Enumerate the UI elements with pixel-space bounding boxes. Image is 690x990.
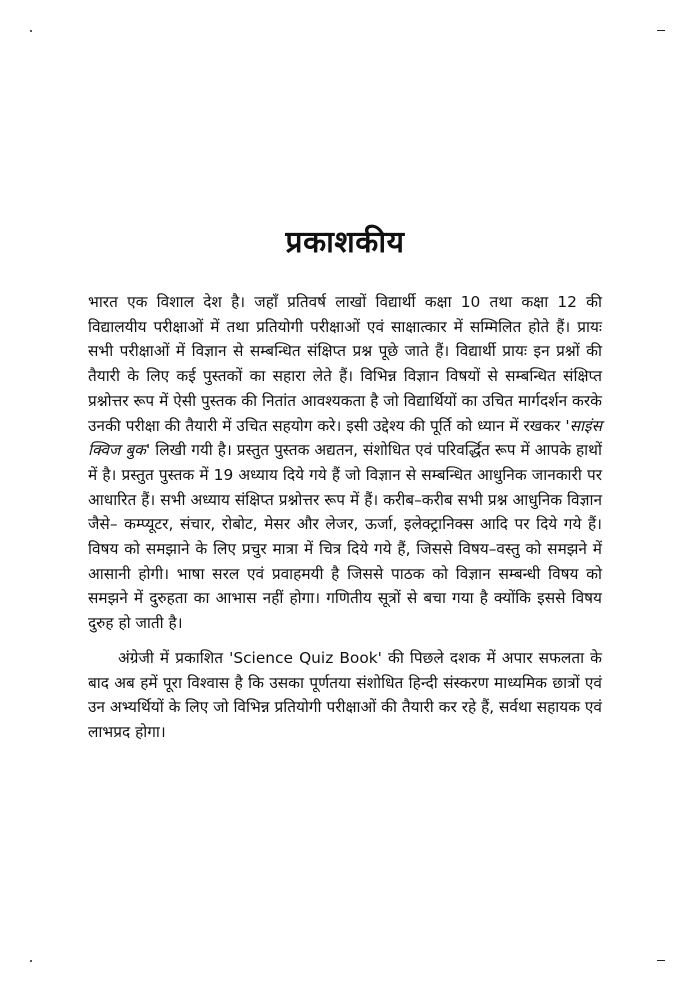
book-title: 'साइंस क्विज बुक' bbox=[88, 416, 602, 460]
page-body bbox=[88, 290, 602, 755]
crop-mark-top-left bbox=[30, 30, 32, 32]
crop-mark-top-right bbox=[657, 30, 665, 31]
page-title: प्रकाशकीय bbox=[285, 225, 405, 261]
paragraph-1-part-1: भारत एक विशाल देश है। जहाँ प्रतिवर्ष लाखों विद्यार्थी कक्षा 10 तथा कक्षा 12 की विद्यालयीय परीक्षाओं में तथा प्रतियोगी परीक्षाओं एवं साक्षात्कार में सम्मिलित होते हैं। प्रायः सभी परीक्षाओं में विज्ञान से सम्बन्धित संक्षिप्त प्रश्न पूछे जाते हैं। विद्यार्थी प्रायः इन प्रश्नों की तैयारी के लिए कई पुस्तकों का सहारा लेते हैं। विभिन्न विज्ञान विषयों से सम्बन्धित संक्षिप्त प्रश्नोत्तर रूप में ऐसी पुस्तक की नितांत आवश्यकता है जो विद्यार्थियों का उचित मार्गदर्शन करके उनकी परीक्षा की तैयारी में उचित सहयोग करे। इसी उद्देश्य की पूर्ति को ध्यान में रखकर bbox=[88, 293, 602, 435]
crop-mark-bottom-left bbox=[30, 960, 32, 962]
paragraph-1-part-2: लिखी गयी है। प्रस्तुत पुस्तक अद्यतन, संशोधित एवं परिवर्द्धित रूप में आपके हाथों में है। प्रस्तुत पुस्तक में 19 अध्याय दिये गये हैं जो विज्ञान से सम्बन्धित आधुनिक जानकारी पर आधारित हैं। सभी अध्याय संक्षिप्त प्रश्नोत्तर रूप में हैं। करीब–करीब सभी प्रश्न आधुनिक विज्ञान जैसे– कम्प्यूटर, संचार, रोबोट, मेसर और लेजर, ऊर्जा, इलेक्ट्रानिक्स आदि पर दिये गये हैं। विषय को समझाने के लिए प्रचुर मात्रा में चित्र दिये गये हैं, जिससे विषय–वस्तु को समझने में आसानी होगी। भाषा सरल एवं प्रवाहमयी है जिससे पाठक को विज्ञान सम्बन्धी विषय को समझने में दुरुहता का आभास नहीं होगा। गणितीय सूत्रों से बचा गया है क्योंकि इससे विषय दुरुह हो जाती है। bbox=[88, 441, 602, 633]
paragraph-1 bbox=[88, 290, 602, 636]
paragraph-2: अंग्रेजी में प्रकाशित 'Science Quiz Book' की पिछले दशक में अपार सफलता के बाद अब हमें पूरा विश्वास है कि उसका पूर्णतया संशोधित हिन्दी संस्करण माध्यमिक छात्रों एवं उन अभ्यर्थियों के लिए जो विभिन्न प्रतियोगी परीक्षाओं की तैयारी कर रहे हैं, सर्वथा सहायक एवं लाभप्रद होगा। bbox=[88, 648, 602, 741]
crop-mark-bottom-right bbox=[657, 960, 665, 961]
